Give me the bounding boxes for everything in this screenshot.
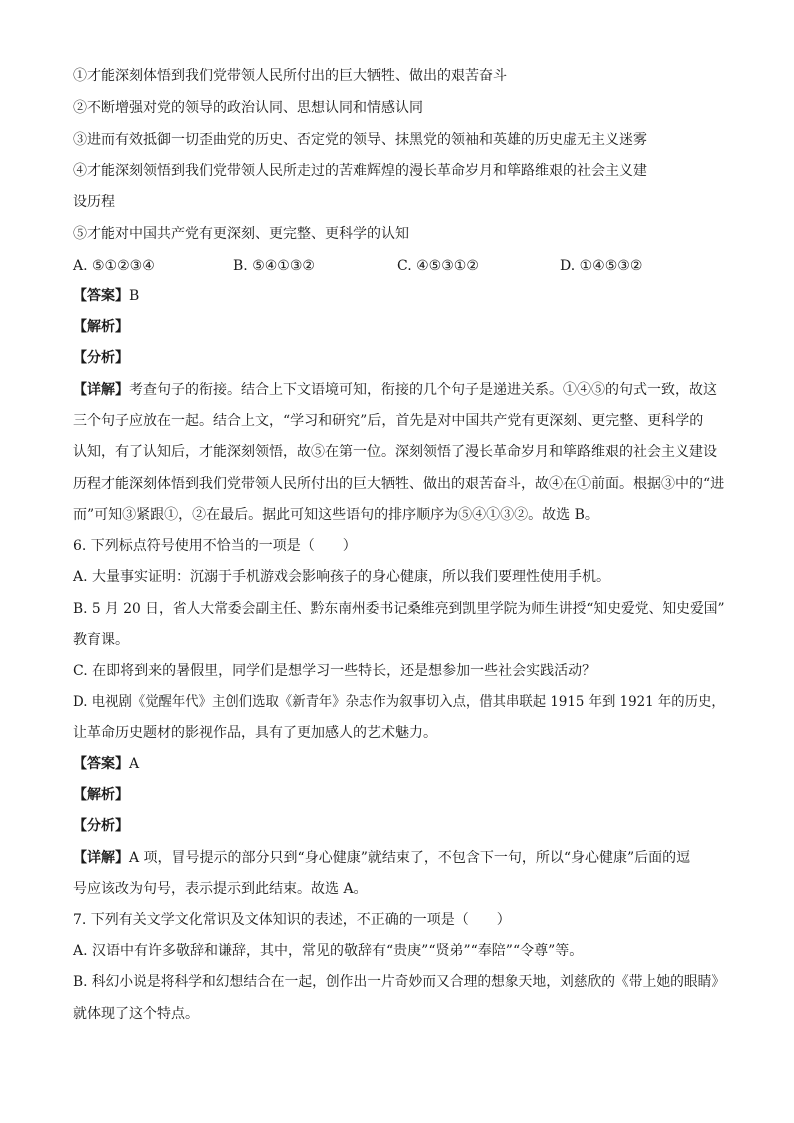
answer-label: 【答案】 [73,288,129,304]
q5-item-5: ⑤才能对中国共产党有更深刻、更完整、更科学的认知 [73,226,409,242]
q7-option-b-cont: 就体现了这个特点。 [73,1006,199,1022]
detail-text: 考查句子的衔接。结合上下文语境可知，衔接的几个句子是递进关系。①④⑤的句式一致，故这 [129,382,717,398]
q6-detail-2: 号应该改为句号，表示提示到此结束。故选 A。 [73,881,368,897]
q5-detail-5: 而”可知③紧跟①，②在最后。据此可知这些语句的排序顺序为⑤④①③②。故选 B。 [73,507,599,523]
q5-option-b: B. ⑤④①③② [233,258,315,274]
q5-detail-3: 认知，有了认知后，才能深刻领悟，故⑤在第一位。深刻领悟了漫长革命岁月和筚路维艰的社会主义建设 [73,444,717,460]
detail-text: A 项，冒号提示的部分只到“身心健康”就结束了，不包含下一句，所以“身心健康”后面的逗 [129,850,691,866]
answer-value: A [129,756,140,772]
q5-detail-4: 历程才能深刻体悟到我们党带领人民所付出的巨大牺牲、做出的艰苦奋斗，故④在①前面。根据③中的“进 [73,476,725,492]
q5-option-a: A. ⑤①②③④ [73,258,155,274]
q7-option-b: B. 科幻小说是将科学和幻想结合在一起，创作出一片奇妙而又合理的想象天地，刘慈欣的《带上她的眼睛》 [73,974,726,990]
q6-option-c: C. 在即将到来的暑假里，同学们是想学习一些特长，还是想参加一些社会实践活动？ [73,663,597,679]
q5-detail-1 [73,380,725,400]
q5-answer [73,286,725,306]
q5-option-c: C. ④⑤③①② [397,258,479,274]
q6-stem: 6. 下列标点符号使用不恰当的一项是（ ） [73,538,357,554]
q5-item-1: ①才能深刻体悟到我们党带领人民所付出的巨大牺牲、做出的艰苦奋斗 [73,68,507,84]
q7-option-a: A. 汉语中有许多敬辞和谦辞，其中，常见的敬辞有“贵庚”“贤弟”“奉陪”“令尊”等。 [73,943,584,959]
q5-item-3: ③进而有效抵御一切歪曲党的历史、否定党的领导、抹黑党的领袖和英雄的历史虚无主义迷雾 [73,132,647,148]
q6-fenxi: 【分析】 [73,818,129,834]
q5-fenxi: 【分析】 [73,350,129,366]
detail-label: 【详解】 [73,850,129,866]
q6-option-d-cont: 让革命历史题材的影视作品，具有了更加感人的艺术魅力。 [73,725,437,741]
answer-value: B [129,288,140,304]
q5-jiexi: 【解析】 [73,319,129,335]
q6-jiexi: 【解析】 [73,787,129,803]
q6-option-d: D. 电视剧《觉醒年代》主创们选取《新青年》杂志作为叙事切入点，借其串联起 1915 年到 1921 年的历史， [73,694,725,710]
q6-option-b-cont: 教育课。 [73,632,129,648]
q6-option-b: B. 5 月 20 日，省人大常委会副主任、黔东南州委书记桑维亮到凯里学院为师生讲授“知史爱党、知史爱国” [73,601,725,617]
q5-item-2: ②不断增强对党的领导的政治认同、思想认同和情感认同 [73,100,423,116]
q6-answer [73,754,725,774]
answer-label: 【答案】 [73,756,129,772]
q6-detail-1 [73,848,725,868]
q5-option-d: D. ①④⑤③② [560,258,643,274]
q5-detail-2: 三个句子应放在一起。结合上文，“学习和研究”后，首先是对中国共产党有更深刻、更完整、更科学的 [73,413,704,429]
q5-item-4: ④才能深刻领悟到我们党带领人民所走过的苦难辉煌的漫长革命岁月和筚路维艰的社会主义建 [73,163,647,179]
q7-stem: 7. 下列有关文学文化常识及文体知识的表述，不正确的一项是（ ） [73,912,511,928]
detail-label: 【详解】 [73,382,129,398]
q6-option-a: A. 大量事实证明：沉溺于手机游戏会影响孩子的身心健康，所以我们要理性使用手机。 [73,569,611,585]
q5-item-4-cont: 设历程 [73,194,115,210]
